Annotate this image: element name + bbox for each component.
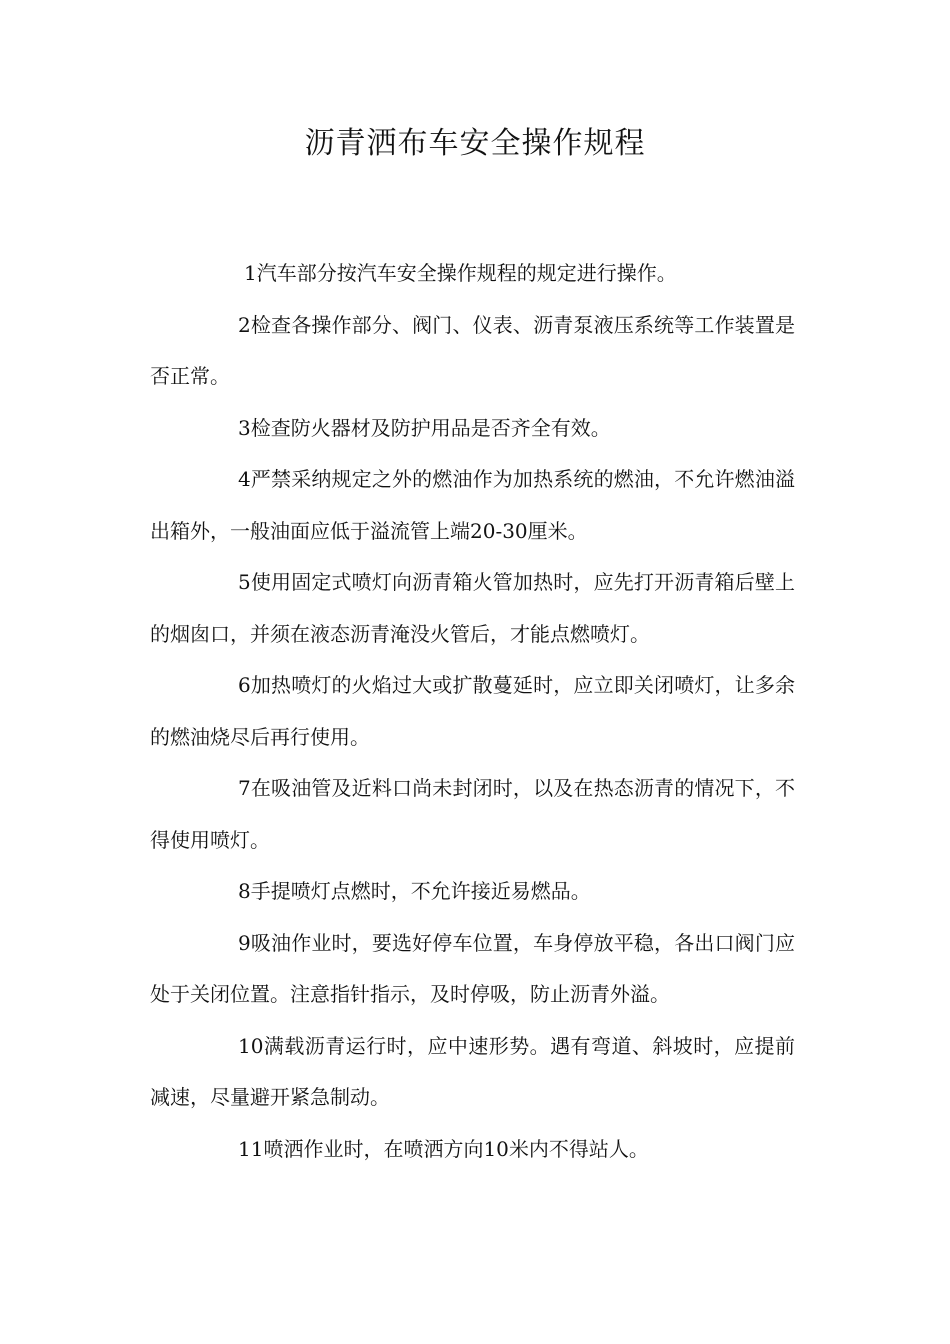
rule-paragraph-11: 11喷洒作业时，在喷洒方向10米内不得站人。 xyxy=(238,1136,649,1161)
rule-paragraph-10: 10满载沥青运行时，应中速形势。遇有弯道、斜坡时，应提前减速，尽量避开紧急制动。 xyxy=(150,1033,795,1109)
rule-paragraph-8: 8手提喷灯点燃时，不允许接近易燃品。 xyxy=(238,879,591,903)
rule-paragraph-2: 2检查各操作部分、阀门、仪表、沥青泵液压系统等工作装置是否正常。 xyxy=(150,312,795,388)
document-title: 沥青洒布车安全操作规程 xyxy=(304,126,646,161)
rule-paragraph-7: 7在吸油管及近料口尚未封闭时，以及在热态沥青的情况下，不得使用喷灯。 xyxy=(150,776,795,852)
rule-paragraph-4: 4严禁采纳规定之外的燃油作为加热系统的燃油，不允许燃油溢出箱外，一般油面应低于溢流管上端20-30厘米。 xyxy=(150,467,795,543)
rule-paragraph-6: 6加热喷灯的火焰过大或扩散蔓延时，应立即关闭喷灯，让多余的燃油烧尽后再行使用。 xyxy=(150,673,795,749)
document-body xyxy=(150,248,795,1175)
rule-paragraph-5: 5使用固定式喷灯向沥青箱火管加热时，应先打开沥青箱后壁上的烟囱口，并须在液态沥青淹没火管后，才能点燃喷灯。 xyxy=(150,570,795,646)
rule-paragraph-3: 3检查防火器材及防护用品是否齐全有效。 xyxy=(238,415,611,440)
rule-paragraph-9: 9吸油作业时，要选好停车位置，车身停放平稳，各出口阀门应处于关闭位置。注意指针指示，及时停吸，防止沥青外溢。 xyxy=(150,930,795,1006)
rule-paragraph-1: 1汽车部分按汽车安全操作规程的规定进行操作。 xyxy=(244,261,677,285)
